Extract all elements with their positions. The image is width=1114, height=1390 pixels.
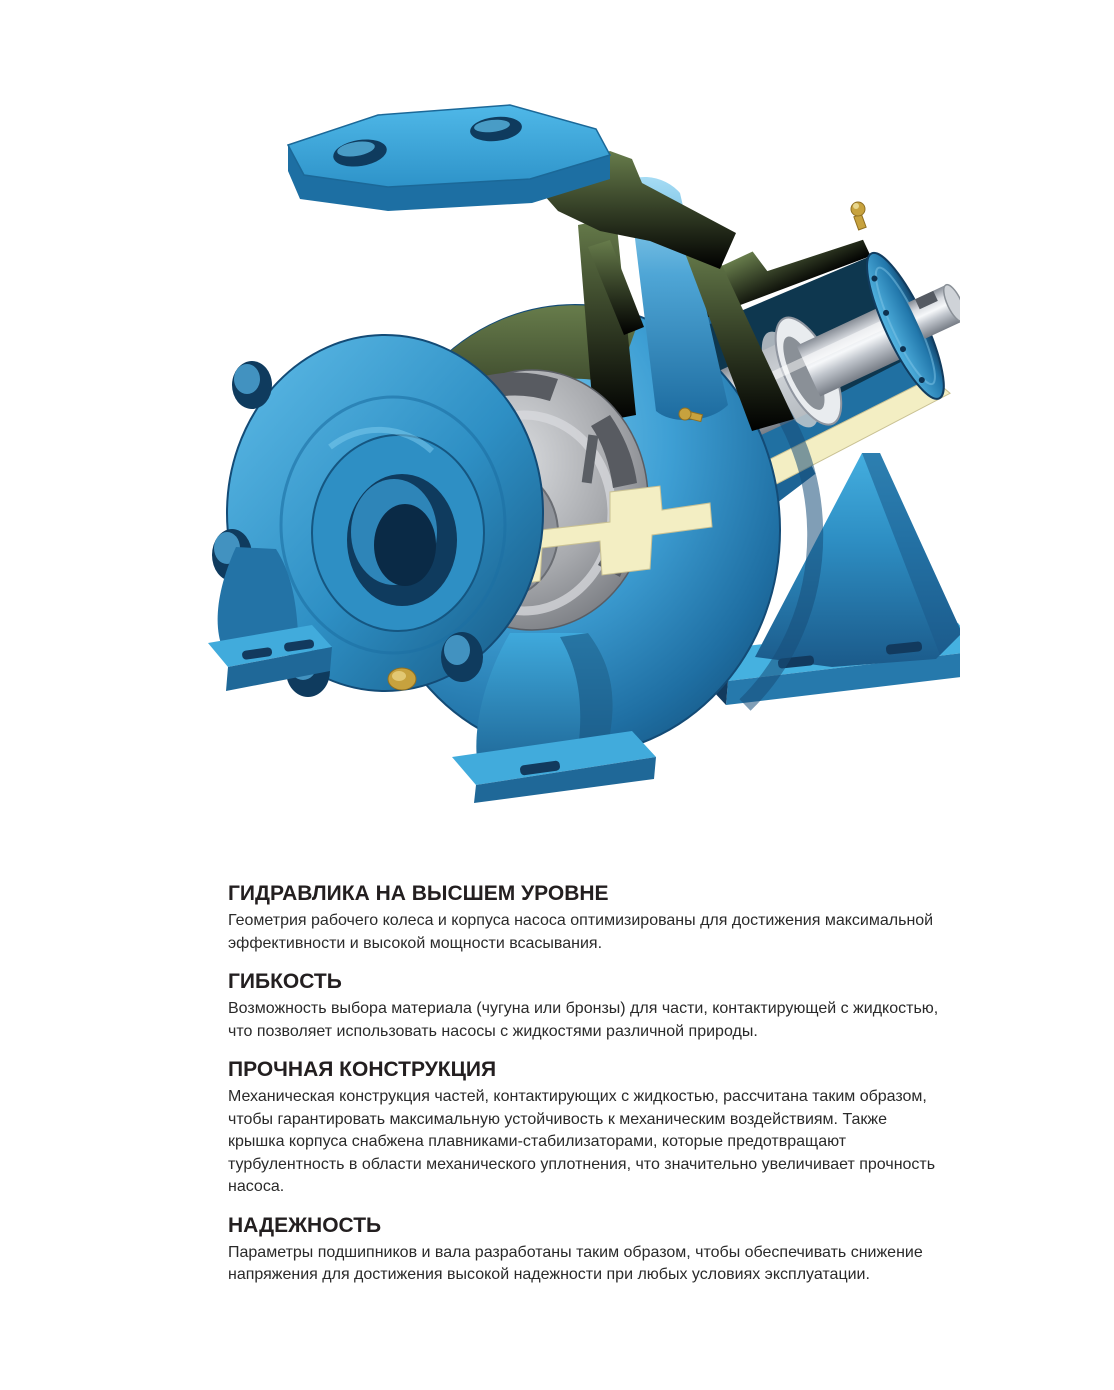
section-heading: ГИБКОСТЬ [228, 970, 342, 993]
section-reliability [228, 1214, 942, 1287]
section-robust-design [228, 1058, 942, 1199]
pump-cutaway-svg [180, 85, 960, 805]
section-heading: ПРОЧНАЯ КОНСТРУКЦИЯ [228, 1058, 497, 1081]
section-body: Механическая конструкция частей, контактирующих с жидкостью, рассчитана таким образом, чтобы гарантировать максимальную устойчивость к механическим воздействиям. Также крышка корпуса снабжена плавниками-стабилизаторами, которые предотвращают турбулентность в области механического уплотнения, что значительно увеличивает прочность насоса. [228, 1088, 936, 1195]
section-body: Возможность выбора материала (чугуна или бронзы) для части, контактирующей с жидкостью, что позволяет использовать насосы с жидкостями различной природы. [228, 1000, 939, 1040]
drain-plug [388, 668, 416, 690]
section-heading: ГИДРАВЛИКА НА ВЫСШЕМ УРОВНЕ [228, 882, 609, 905]
section-flexibility [228, 970, 942, 1043]
section-hydraulics [228, 882, 942, 955]
grease-nipple-top [851, 202, 866, 230]
pump-cutaway-figure [180, 85, 960, 805]
section-heading: НАДЕЖНОСТЬ [228, 1213, 382, 1237]
section-body: Геометрия рабочего колеса и корпуса насоса оптимизированы для достижения максимальной эффективности и высокой мощности всасывания. [228, 912, 934, 952]
section-body: Параметры подшипников и вала разработаны таким образом, чтобы обеспечивать снижение напряжения для достижения высокой надежности при любых условиях эксплуатации. [228, 1243, 923, 1283]
feature-text-block [228, 882, 942, 1302]
